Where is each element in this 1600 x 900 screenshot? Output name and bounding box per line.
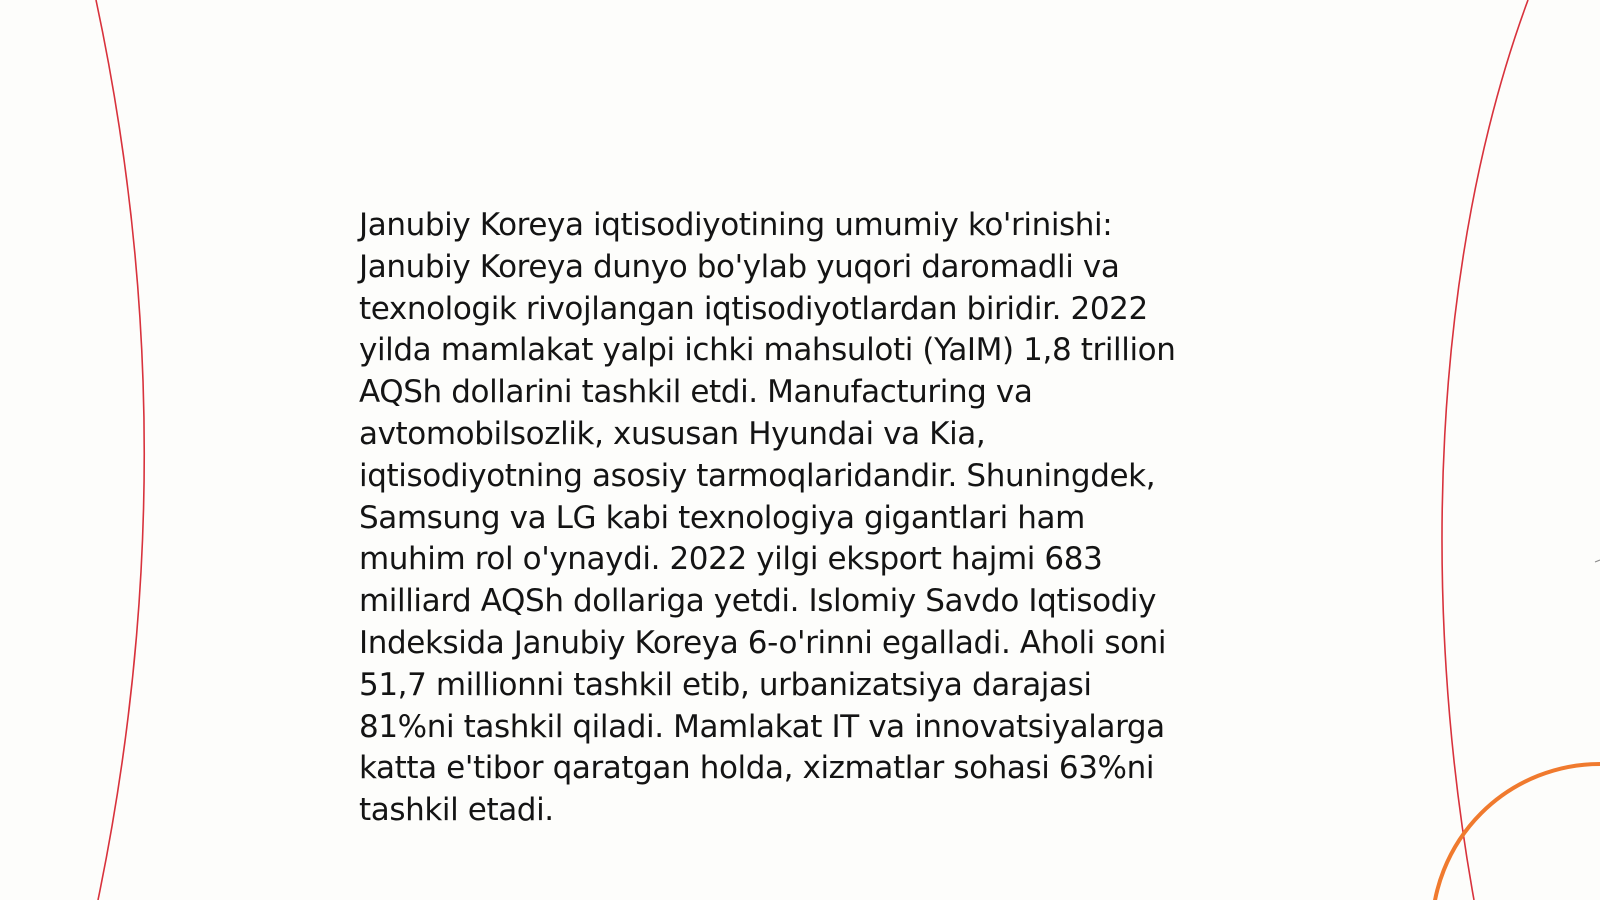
text-line: Janubiy Koreya iqtisodiyotining umumiy ko'rinishi:: [359, 207, 1113, 243]
text-line: milliard AQSh dollariga yetdi. Islomiy Savdo Iqtisodiy: [359, 583, 1157, 620]
small-tick-mark: [1595, 560, 1600, 562]
text-line: muhim rol o'ynaydi. 2022 yilgi eksport hajmi 683: [359, 541, 1103, 578]
text-line: Janubiy Koreya dunyo bo'ylab yuqori daromadli va: [359, 248, 1120, 285]
body-text: [359, 205, 1239, 832]
text-line: katta e'tibor qaratgan holda, xizmatlar sohasi 63%ni: [359, 750, 1155, 787]
text-line: tashkil etadi.: [359, 792, 554, 829]
text-line: Samsung va LG kabi texnologiya gigantlari ham: [359, 499, 1085, 536]
left-curve-line: [96, 0, 144, 900]
text-line: 81%ni tashkil qiladi. Mamlakat IT va innovatsiyalarga: [359, 708, 1165, 745]
text-line: texnologik rivojlangan iqtisodiyotlardan biridir. 2022: [359, 290, 1148, 327]
right-curve-line: [1442, 0, 1528, 900]
text-line: yilda mamlakat yalpi ichki mahsuloti (YaIM) 1,8 trillion: [359, 332, 1176, 369]
text-line: 51,7 millionni tashkil etib, urbanizatsiya darajasi: [359, 666, 1092, 703]
text-line: iqtisodiyotning asosiy tarmoqlaridandir. Shuningdek,: [359, 457, 1156, 494]
text-line: avtomobilsozlik, xususan Hyundai va Kia,: [359, 415, 986, 452]
text-line: Indeksida Janubiy Koreya 6-o'rinni egalladi. Aholi soni: [359, 624, 1167, 661]
text-line: AQSh dollarini tashkil etdi. Manufacturing va: [359, 374, 1033, 411]
